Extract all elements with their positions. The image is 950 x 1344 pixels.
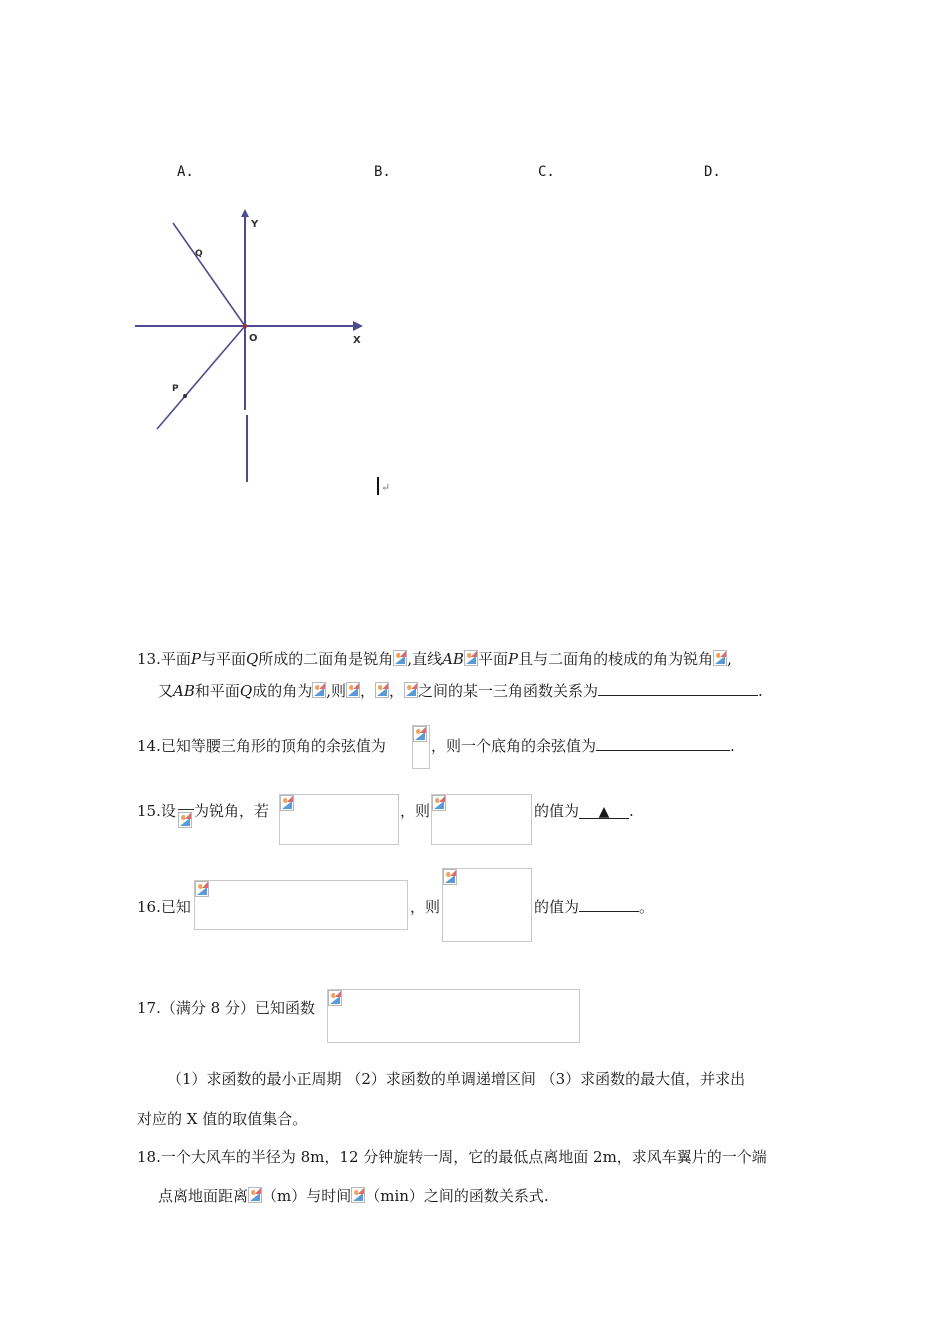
ray-oq xyxy=(173,223,245,326)
answer-blank[interactable] xyxy=(598,681,758,696)
question-17-parts: （1）求函数的最小正周期 （2）求函数的单调递增区间 （3）求函数的最大值，并求出 xyxy=(167,1070,746,1088)
question-15-mid: 为锐角，若 xyxy=(194,802,270,820)
point-p xyxy=(183,394,187,398)
option-a: A. xyxy=(177,164,194,180)
q13-number: 13. xyxy=(137,650,161,668)
question-14: 14.已知等腰三角形的顶角的余弦值为 xyxy=(137,737,386,755)
q-label: Q xyxy=(195,249,203,259)
option-c: C. xyxy=(538,164,555,180)
x-axis-label: X xyxy=(353,335,361,346)
broken-image-icon xyxy=(195,881,209,897)
broken-image-icon xyxy=(328,990,342,1006)
origin-label: O xyxy=(249,333,258,344)
question-17-parts-2: 对应的 X 值的取值集合。 xyxy=(137,1110,308,1128)
broken-image-icon xyxy=(443,869,457,885)
question-13-line-1: 13.平面P与平面Q所成的二面角是锐角 ,直线AB 平面P且与二面角的棱成的角为锐角 , xyxy=(137,650,732,668)
option-d: D. xyxy=(704,164,721,180)
q14-image-frame xyxy=(412,725,430,769)
option-b: B. xyxy=(374,164,391,180)
question-17-start: 17.（满分 8 分）已知函数 xyxy=(137,999,315,1017)
broken-image-icon xyxy=(375,682,389,698)
broken-image-icon xyxy=(178,812,192,828)
broken-image-icon xyxy=(464,650,478,666)
q17-image-frame xyxy=(327,989,580,1043)
question-13-line-2: 又AB和平面Q成的角为 ,则 ， ， 之间的某一三角函数关系为 . xyxy=(158,682,763,700)
broken-image-icon xyxy=(280,795,294,811)
q15-image-frame-2 xyxy=(431,794,532,845)
question-15-then: ，则 xyxy=(400,802,431,820)
question-18-line-1: 18.一个大风车的半径为 8m，12 分钟旋转一周，它的最低点离地面 2m，求风车翼片的一个端 xyxy=(137,1148,767,1166)
triangle-marker: ▲ xyxy=(598,804,610,820)
question-15-start: 15.设 xyxy=(137,802,176,820)
answer-blank[interactable] xyxy=(579,897,639,912)
question-16-then: ，则 xyxy=(410,898,441,916)
origin-point xyxy=(243,324,247,328)
q15-image-frame-1 xyxy=(279,794,399,845)
q15-blank-mark xyxy=(178,809,194,810)
question-18-line-2: 点离地面距离 （m）与时间 （min）之间的函数关系式. xyxy=(158,1187,549,1205)
y-axis-label: Y xyxy=(251,219,259,230)
broken-image-icon xyxy=(346,682,360,698)
q16-image-frame-1 xyxy=(194,880,408,930)
ray-op xyxy=(157,326,245,429)
broken-image-icon xyxy=(393,650,407,666)
broken-image-icon xyxy=(351,1187,365,1203)
answer-blank[interactable] xyxy=(579,804,629,819)
q16-image-frame-2 xyxy=(442,868,532,942)
broken-image-icon xyxy=(432,795,446,811)
question-16-start: 16.已知 xyxy=(137,898,191,916)
broken-image-icon xyxy=(404,682,418,698)
question-16-tail: 的值为 。 xyxy=(534,898,655,916)
broken-image-icon xyxy=(713,650,727,666)
coordinate-figure xyxy=(125,205,385,495)
p-label: P xyxy=(172,384,179,394)
y-arrow xyxy=(241,209,249,217)
broken-image-icon xyxy=(312,682,326,698)
broken-image-icon xyxy=(248,1187,262,1203)
broken-image-icon xyxy=(413,726,427,742)
question-14-tail: ，则一个底角的余弦值为 . xyxy=(431,737,735,755)
paragraph-mark: ↵ xyxy=(381,481,391,494)
x-arrow xyxy=(353,321,363,331)
text-cursor xyxy=(377,477,379,495)
answer-blank[interactable] xyxy=(596,736,730,751)
question-15-tail: 的值为 ▲ . xyxy=(534,802,634,820)
